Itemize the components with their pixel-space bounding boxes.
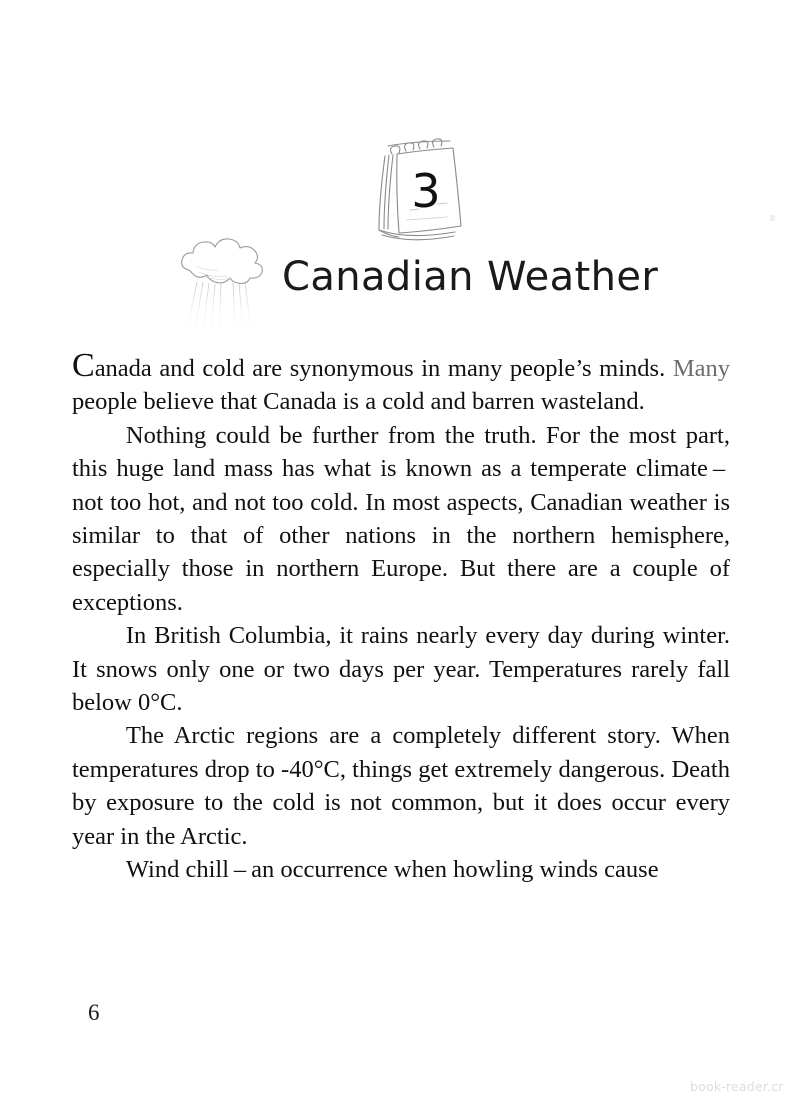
paragraph-3: In British Columbia, it rains nearly every day during winter. It snows only one or two days per year. Temperatures rarely fall below 0°C. — [72, 622, 730, 717]
chapter-header — [0, 0, 800, 340]
paragraph-1-faded: Many — [672, 355, 730, 382]
scan-artifact — [770, 215, 775, 221]
desk-calendar-icon — [352, 132, 488, 260]
chapter-number: 3 — [411, 164, 441, 218]
paragraph-1 — [72, 347, 730, 419]
chapter-title: Canadian Weather — [282, 254, 659, 300]
paragraph-2: Nothing could be further from the truth. For the most part, this huge land mass has what is known as a temperate climate – not too hot, and not too cold. In most aspects, Canadian weather is similar to that of other nations in the northern hemisphere, especially those in northern Europe. But there are a couple of exceptions. — [72, 421, 730, 616]
paragraph-1-rest: people believe that Canada is a cold and barren wasteland. — [72, 388, 645, 416]
page-number: 6 — [88, 1000, 100, 1025]
paragraph-1-lead: anada and cold are synonymous in many people’s minds. — [94, 355, 673, 382]
rain-cloud-icon — [163, 236, 289, 332]
paragraph-5: Wind chill – an occurrence when howling winds cause — [125, 856, 659, 884]
initial-cap: C — [72, 347, 95, 384]
body-text — [72, 347, 730, 887]
paragraph-4: The Arctic regions are a completely different story. When temperatures drop to -40°C, things get extremely dangerous. Death by exposure to the cold is not common, but it does occur every year in the Arctic. — [72, 722, 730, 850]
site-watermark: book-reader.cr — [690, 1079, 784, 1094]
